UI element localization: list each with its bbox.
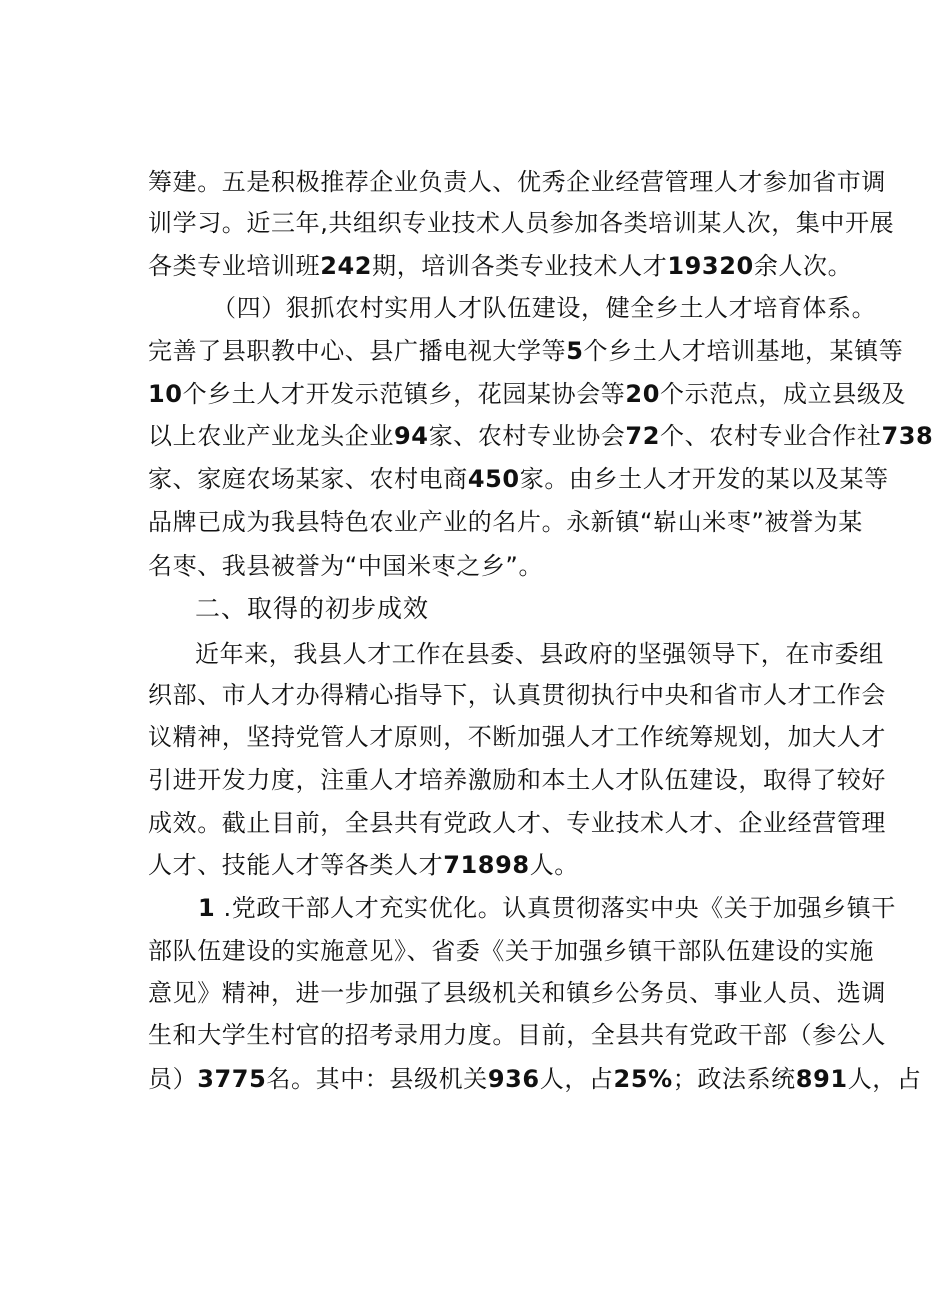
text-run: 近年来，我县人才工作在县委、县政府的坚强领导下，在市委组 xyxy=(195,640,884,668)
bold-number: 3775 xyxy=(197,1065,267,1093)
text-run: 部队伍建设的实施意见》、省委《关于加强乡镇干部队伍建设的实施 xyxy=(148,937,874,965)
bold-number: 738 xyxy=(881,422,933,450)
text-line xyxy=(148,166,886,198)
text-run: 个示范点，成立县级及 xyxy=(660,380,907,408)
bold-number: 71898 xyxy=(443,851,530,879)
text-run: 家。由乡土人才开发的某以及某等 xyxy=(519,465,889,493)
text-run: 人，占 xyxy=(539,1065,614,1093)
text-line xyxy=(212,292,877,324)
text-run: 家、家庭农场某家、农村电商 xyxy=(148,465,468,493)
text-line xyxy=(148,935,874,967)
text-line xyxy=(148,335,904,367)
text-line xyxy=(148,679,886,711)
text-run: 个、农村专业合作社 xyxy=(660,422,882,450)
text-run: 以上农业产业龙头企业 xyxy=(148,422,394,450)
text-run: 家、农村专业协会 xyxy=(428,422,626,450)
bold-number: 450 xyxy=(467,465,520,493)
bold-number: 1 xyxy=(198,894,216,922)
text-run: 个乡土人才开发示范镇乡，花园某协会等 xyxy=(182,380,626,408)
text-run: 余人次。 xyxy=(753,252,853,280)
text-run: 意见》精神，进一步加强了县级机关和镇乡公务员、事业人员、选调 xyxy=(148,979,886,1007)
bold-number: 72 xyxy=(625,422,661,450)
text-line xyxy=(148,807,886,839)
bold-number: 936 xyxy=(487,1065,540,1093)
text-run: 人。 xyxy=(529,851,579,879)
bold-number: 10 xyxy=(148,380,183,408)
text-line xyxy=(148,463,889,495)
text-line xyxy=(148,1019,886,1051)
text-line xyxy=(195,638,884,670)
bold-number: 20 xyxy=(625,380,661,408)
text-line xyxy=(148,977,886,1009)
section-heading xyxy=(195,593,808,625)
text-run: （四）狠抓农村实用人才队伍建设，健全乡土人才培育体系。 xyxy=(212,294,877,322)
bold-number: 94 xyxy=(394,422,429,450)
text-line xyxy=(148,207,895,239)
text-run: 训学习。近三年,共组织专业技术人员参加各类培训某人次，集中开展 xyxy=(148,209,895,237)
text-line xyxy=(148,250,853,282)
text-run: 名枣、我县被誉为“中国米枣之乡”。 xyxy=(148,552,544,580)
text-run: 期，培训各类专业技术人才 xyxy=(372,252,668,280)
text-run: 二、取得的初步成效 xyxy=(195,594,430,623)
text-run: 各类专业培训班 xyxy=(148,252,321,280)
bold-number: 5 xyxy=(566,337,584,365)
text-run: 议精神，坚持党管人才原则，不断加强人才工作统筹规划，加大人才 xyxy=(148,723,886,751)
text-run: 品牌已成为我县特色农业产业的名片。永新镇“崭山米枣”被誉为某 xyxy=(148,508,863,536)
text-run: ；政法系统 xyxy=(672,1065,796,1093)
text-run: 名。其中：县级机关 xyxy=(266,1065,488,1093)
text-run: 人，占 xyxy=(847,1065,922,1093)
text-run: 筹建。五是积极推荐企业负责人、优秀企业经营管理人才参加省市调 xyxy=(148,168,886,196)
text-line xyxy=(148,378,907,410)
text-run: 个乡土人才培训基地，某镇等 xyxy=(583,337,904,365)
bold-number: 891 xyxy=(795,1065,848,1093)
text-run: 成效。截止目前，全县共有党政人才、专业技术人才、企业经营管理 xyxy=(148,809,886,837)
text-run: 人才、技能人才等各类人才 xyxy=(148,851,444,879)
text-run: 员） xyxy=(148,1065,198,1093)
bold-number: 25% xyxy=(613,1065,673,1093)
bold-number: 242 xyxy=(320,252,373,280)
text-line xyxy=(198,892,896,924)
text-line xyxy=(148,420,933,452)
text-run: .党政干部人才充实优化。认真贯彻落实中央《关于加强乡镇干 xyxy=(215,894,896,922)
bold-number: 19320 xyxy=(667,252,754,280)
text-line xyxy=(148,849,808,881)
text-line xyxy=(148,764,886,796)
text-line xyxy=(148,550,808,582)
text-run: 生和大学生村官的招考录用力度。目前，全县共有党政干部（参公人 xyxy=(148,1021,886,1049)
text-line xyxy=(148,506,863,538)
text-line xyxy=(148,721,886,753)
text-line xyxy=(148,1063,922,1095)
text-run: 完善了县职教中心、县广播电视大学等 xyxy=(148,337,567,365)
text-run: 引进开发力度，注重人才培养激励和本土人才队伍建设，取得了较好 xyxy=(148,766,886,794)
text-run: 织部、市人才办得精心指导下，认真贯彻执行中央和省市人才工作会 xyxy=(148,681,886,709)
